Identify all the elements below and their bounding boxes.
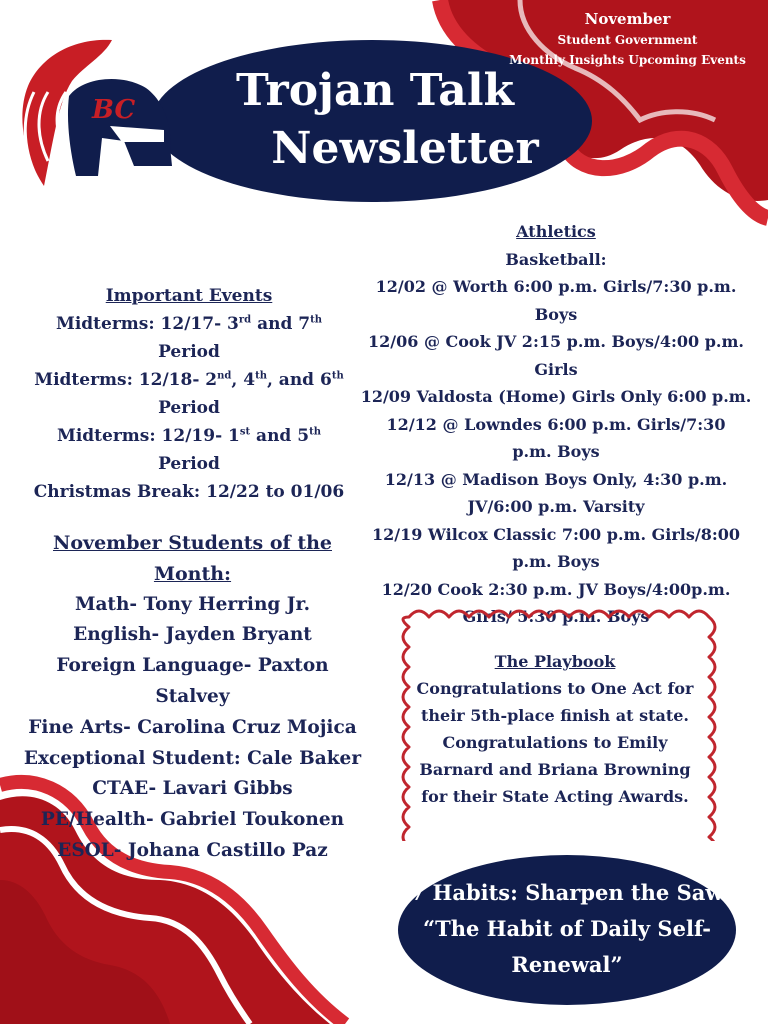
svg-text:BC: BC xyxy=(92,95,136,125)
event-item: Midterms: 12/19- 1st and 5th Period xyxy=(57,426,321,474)
header-org: Student Government xyxy=(557,33,698,47)
habits-text: 7 Habits: Sharpen the Saw “The Habit of Daily Self-Renewal” xyxy=(410,880,724,977)
event-item: Midterms: 12/18- 2nd, 4th, and 6th Period xyxy=(34,370,344,418)
newsletter-title xyxy=(150,62,600,178)
game-item: 12/09 Valdosta (Home) Girls Only 6:00 p.m. xyxy=(360,387,752,406)
playbook-text-2: Congratulations to Emily Barnard and Briana Browning for their State Acting Awards. xyxy=(419,733,691,806)
game-item: 12/06 @ Cook JV 2:15 p.m. Boys/4:00 p.m. Girls xyxy=(368,332,744,379)
student-item: Math- Tony Herring Jr. xyxy=(74,593,311,615)
student-item: CTAE- Lavari Gibbs xyxy=(92,778,293,800)
game-item: 12/12 @ Lowndes 6:00 p.m. Girls/7:30 p.m. Boys xyxy=(386,414,726,461)
game-item: 12/02 @ Worth 6:00 p.m. Girls/7:30 p.m. Boys xyxy=(375,277,737,324)
playbook-heading: The Playbook xyxy=(494,652,616,671)
important-events-heading: Important Events xyxy=(105,286,273,306)
student-item: Exceptional Student: Cale Baker xyxy=(23,747,362,769)
game-item: 12/20 Cook 2:30 p.m. JV Boys/4:00p.m. Girls/ 5:30 p.m. Boys xyxy=(381,579,731,626)
playbook-text-1: Congratulations to One Act for their 5th-place finish at state. xyxy=(416,679,694,725)
header-info xyxy=(505,8,750,70)
title-line-2: Newsletter xyxy=(271,123,539,174)
athletics-heading: Athletics xyxy=(516,222,596,241)
event-item: Christmas Break: 12/22 to 01/06 xyxy=(33,482,345,502)
event-item: Midterms: 12/17- 3rd and 7th Period xyxy=(56,314,322,362)
title-line-1: Trojan Talk xyxy=(235,65,515,116)
header-subtitle: Monthly Insights Upcoming Events xyxy=(509,53,746,67)
header-month: November xyxy=(584,10,671,28)
game-item: 12/13 @ Madison Boys Only, 4:30 p.m. JV/6:00 p.m. Varsity xyxy=(384,469,728,516)
athletics-subheading: Basketball: xyxy=(505,249,607,269)
student-item: PE/Health- Gabriel Toukonen xyxy=(40,809,345,831)
game-item: 12/19 Wilcox Classic 7:00 p.m. Girls/8:00 p.m. Boys xyxy=(371,524,740,571)
student-item: Foreign Language- Paxton Stalvey xyxy=(56,655,329,707)
important-events xyxy=(28,282,350,506)
student-item: Fine Arts- Carolina Cruz Mojica xyxy=(28,716,357,738)
student-item: ESOL- Johana Castillo Paz xyxy=(57,839,328,861)
playbook xyxy=(405,648,705,810)
student-item: English- Jayden Bryant xyxy=(73,624,312,646)
students-of-the-month xyxy=(20,528,365,867)
students-heading: November Students of the Month: xyxy=(53,532,332,585)
athletics xyxy=(352,218,760,631)
